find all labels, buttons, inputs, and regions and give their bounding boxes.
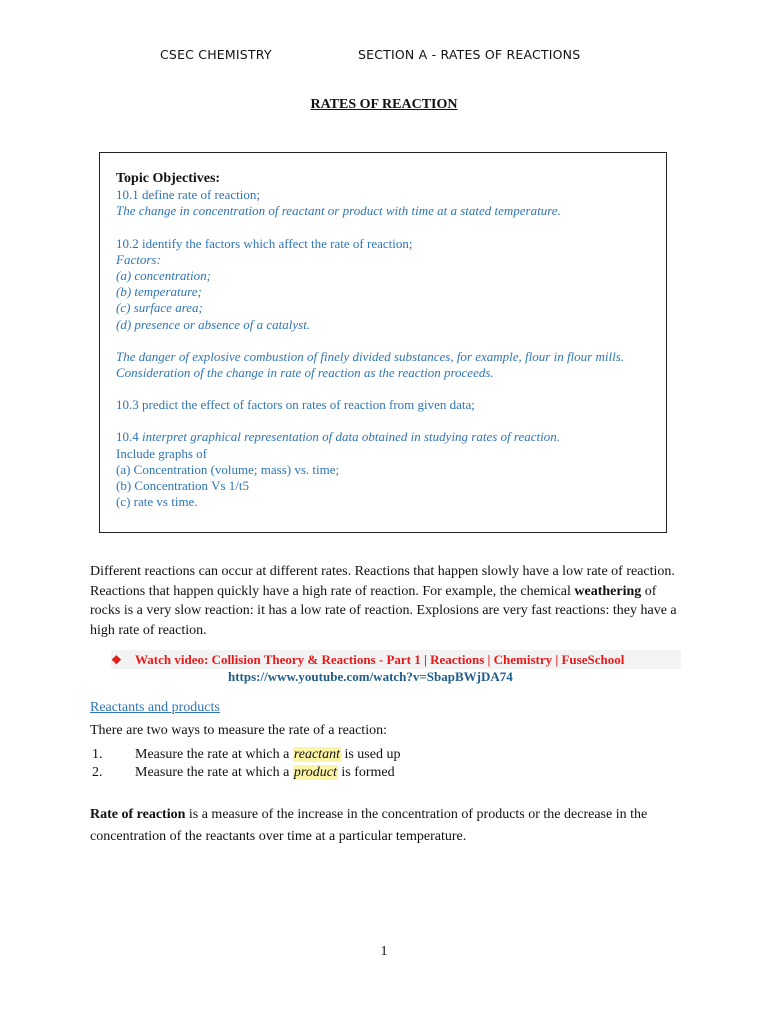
- danger-note: The danger of explosive combustion of finely divided substances, for example, flour in flour mills.: [116, 348, 625, 364]
- objective-10-4: [116, 429, 650, 445]
- factor-item: (c) surface area;: [116, 300, 203, 316]
- video-title-link[interactable]: Watch video: Collision Theory & Reactions - Part 1 | Reactions | Chemistry | FuseSchool: [135, 652, 625, 667]
- objective-10-4-text: interpret graphical representation of data obtained in studying rates of reaction.: [142, 429, 561, 445]
- factor-item: (a) concentration;: [116, 268, 211, 284]
- graphs-label: Include graphs of: [116, 445, 207, 461]
- course-name: CSEC CHEMISTRY: [160, 47, 272, 62]
- objective-10-4-number: 10.4: [116, 429, 139, 445]
- list-item: [92, 764, 400, 782]
- page-header: [0, 47, 768, 67]
- definition-text: is a measure of the increase in the concentration of products or the decrease in the concentration of the reactants over time at a particular temperature.: [90, 807, 648, 844]
- graph-item: (a) Concentration (volume; mass) vs. time;: [116, 461, 340, 477]
- list-item: [92, 746, 400, 764]
- page-number: 1: [380, 944, 388, 959]
- objectives-heading: Topic Objectives:: [116, 171, 221, 186]
- document-title: RATES OF REACTION: [310, 97, 458, 112]
- rate-definition: [90, 804, 680, 848]
- factor-item: (d) presence or absence of a catalyst.: [116, 316, 311, 332]
- list-text-end: is used up: [340, 747, 401, 762]
- factors-label: Factors:: [116, 251, 161, 267]
- ways-intro: There are two ways to measure the rate of a reaction:: [90, 723, 387, 738]
- section-name: SECTION A - RATES OF REACTIONS: [358, 47, 581, 62]
- objective-10-3: 10.3 predict the effect of factors on rates of reaction from given data;: [116, 397, 475, 413]
- topic-objectives-box: [99, 152, 667, 533]
- intro-paragraph: [90, 562, 680, 640]
- graph-item: (c) rate vs time.: [116, 494, 198, 510]
- ways-list: [92, 746, 400, 782]
- reactants-products-heading: Reactants and products: [90, 700, 220, 715]
- list-text-end: is formed: [337, 765, 395, 780]
- list-number: 1.: [92, 747, 103, 762]
- intro-text-start: Different reactions can occur at different rates. Reactions that happen slowly have a low rate of reaction. Reactions that happen quickly have a high rate of reaction. For example, the chemical: [90, 564, 675, 599]
- weathering-term: weathering: [574, 583, 642, 599]
- highlighted-reactant: reactant: [293, 747, 340, 762]
- diamond-bullet-icon: ❖: [111, 653, 122, 667]
- consideration-note: Consideration of the change in rate of reaction as the reaction proceeds.: [116, 365, 494, 381]
- list-text: Measure the rate at which a: [135, 765, 293, 780]
- objective-10-1-detail: The change in concentration of reactant or product with time at a stated temperature.: [116, 203, 561, 219]
- intro-text-end: of rocks is a very slow reaction: it has a low rate of reaction. Explosions are very fast reactions: they have a high rate of reaction.: [90, 583, 677, 638]
- list-text: Measure the rate at which a: [135, 747, 293, 762]
- video-url-link[interactable]: https://www.youtube.com/watch?v=SbapBWjDA74: [228, 669, 513, 684]
- objective-10-1: 10.1 define rate of reaction;: [116, 187, 261, 203]
- rate-term: Rate of reaction: [90, 807, 186, 822]
- list-number: 2.: [92, 765, 103, 780]
- graph-item: (b) Concentration Vs 1/t5: [116, 478, 249, 494]
- video-link-line: [111, 650, 681, 669]
- factor-item: (b) temperature;: [116, 284, 202, 300]
- objective-10-2: 10.2 identify the factors which affect the rate of reaction;: [116, 235, 413, 251]
- highlighted-product: product: [293, 765, 337, 780]
